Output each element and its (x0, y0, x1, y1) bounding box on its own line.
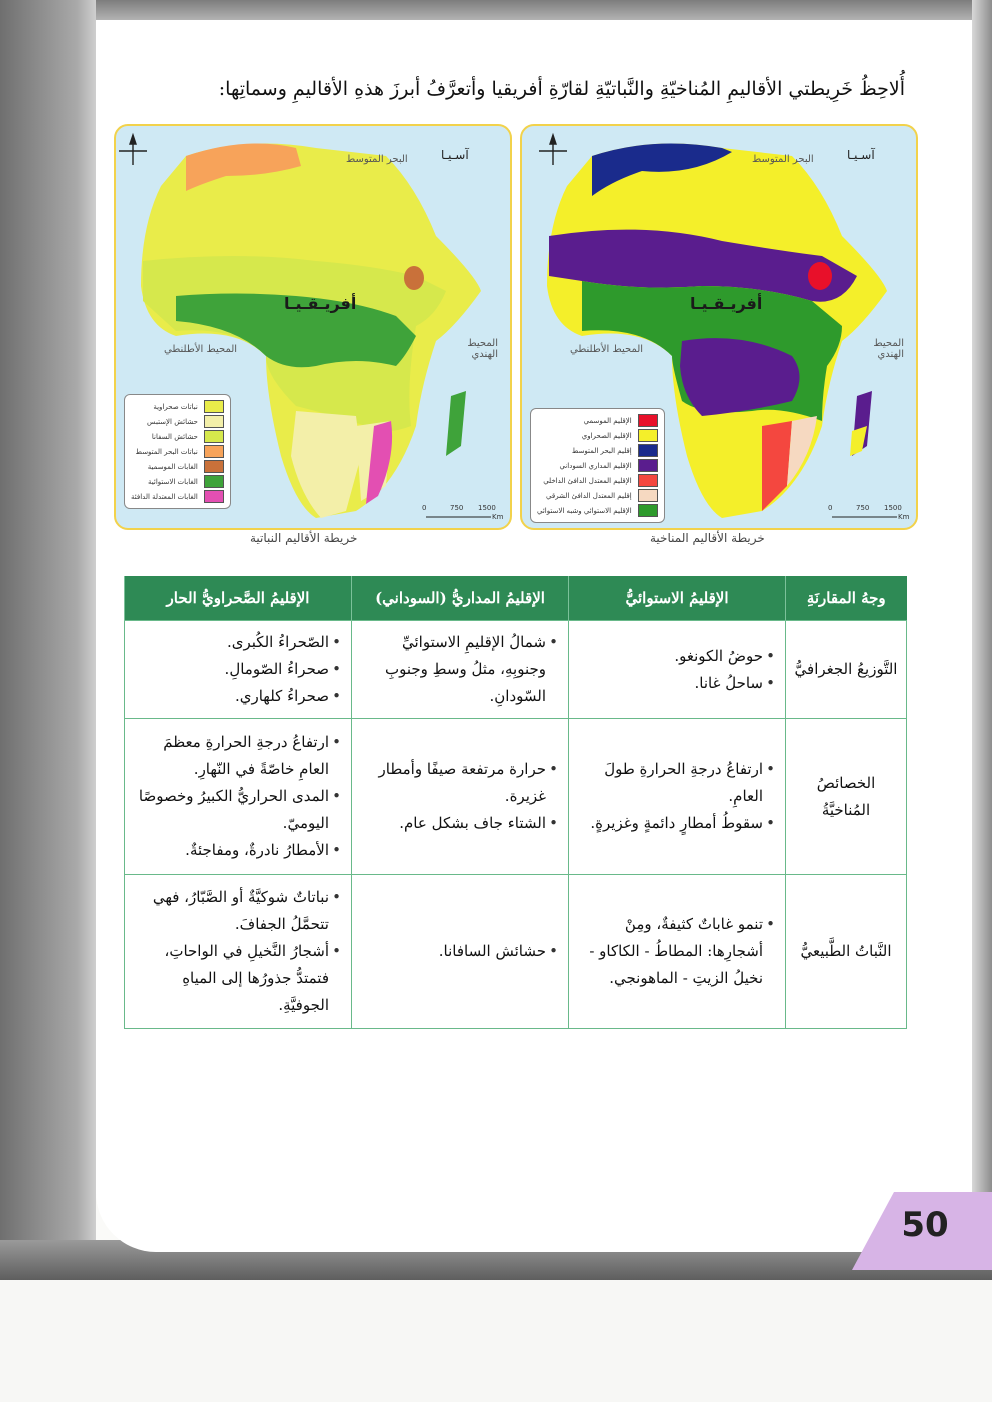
page-number: 50 (901, 1205, 949, 1245)
map-label-indian: المحيط الهندي (467, 338, 498, 360)
cell-desert (125, 719, 352, 875)
legend-label: الإقليم الصحراوي (581, 431, 632, 440)
table-row (125, 875, 907, 1029)
list-item: • المدى الحراريُّ الكبيرُ وخصوصًا اليوميّ. (133, 783, 329, 837)
legend-label: الإقليم الموسمي (583, 416, 632, 425)
cell-desert (125, 621, 352, 719)
map-label-atlantic: المحيط الأطلنطي (164, 344, 238, 355)
legend-label: إقليم البحر المتوسط (571, 446, 632, 455)
legend-row (131, 414, 224, 429)
scale-1500: 1500 (478, 504, 496, 512)
map-label-mediterranean: البحر المتوسط (752, 154, 814, 165)
scale-750: 750 (856, 504, 870, 512)
legend-label: الإقليم المداري السوداني (559, 461, 632, 470)
legend-row (537, 503, 658, 518)
list-item: • حوضُ الكونغو. (577, 643, 763, 670)
cell-tropical (352, 875, 569, 1029)
legend-label: الغابات الاستوائية (148, 477, 198, 486)
legend-swatch (204, 445, 224, 458)
legend-label: حشائش السفانا (151, 432, 198, 441)
list-item: • سقوطُ أمطارٍ دائمةٍ وغزيرةٍ. (577, 810, 763, 837)
list-item: • صحراءُ كلهاري. (133, 683, 329, 710)
legend-row (131, 429, 224, 444)
legend-swatch (204, 460, 224, 473)
legend-row (537, 428, 658, 443)
legend-swatch (204, 415, 224, 428)
cell-equatorial (569, 875, 786, 1029)
legend-row (537, 488, 658, 503)
list-item: • أشجارُ النَّخيلِ في الواحاتِ، فتمتدُّ جذورُها إلى المياهِ الجوفيَّةِ. (133, 938, 329, 1019)
table-row (125, 719, 907, 875)
legend-swatch (204, 475, 224, 488)
table-row (125, 621, 907, 719)
legend-row (537, 473, 658, 488)
legend-label: نباتات صحراوية (153, 402, 198, 411)
legend-swatch (204, 490, 224, 503)
map-label-africa: أفريـقـيـا (690, 294, 763, 313)
map-label-africa: أفريـقـيـا (284, 294, 357, 313)
legend-row (131, 399, 224, 414)
cell-tropical (352, 719, 569, 875)
vegetation-map-caption: خريطة الأقاليم النباتية (250, 531, 358, 545)
legend-label: الغابات المعتدلة الدافئة (131, 492, 198, 501)
row-label: الخصائصُ المُناخيَّةُ (786, 719, 907, 875)
cell-desert (125, 875, 352, 1029)
scale-750: 750 (450, 504, 464, 512)
scale-0: 0 (422, 504, 427, 512)
header-equatorial: الإقليمُ الاستوائيُّ (569, 576, 786, 621)
list-item: • الصّحراءُ الكُبرى. (133, 629, 329, 656)
row-label: التَّوزيعُ الجغرافيُّ (786, 621, 907, 719)
map-label-atlantic: المحيط الأطلنطي (570, 344, 644, 355)
row-label: النَّباتُ الطَّبيعيُّ (786, 875, 907, 1029)
intro-text: أُلاحِظُ خَرِيطتي الأقاليمِ المُناخيّةِ والنَّباتيّةِ لقارّةِ أفريقيا وأتعرَّفُ أبرزَ هذهِ الأقاليمِ وسماتِها: (218, 78, 905, 100)
legend-label: نباتات البحر المتوسط (135, 447, 198, 456)
list-item: • حشائش السافانا. (360, 938, 546, 965)
legend-row (537, 413, 658, 428)
list-item: • صحراءُ الصّومالِ. (133, 656, 329, 683)
scale-unit: Km (492, 513, 504, 521)
legend-swatch (638, 444, 658, 457)
scale-0: 0 (828, 504, 833, 512)
legend-row (131, 474, 224, 489)
climate-map-caption: خريطة الأقاليم المناخية (650, 531, 765, 545)
legend-row (131, 459, 224, 474)
list-item: • نباتاتٌ شوكيَّةٌ أو الصَّبّارُ، فهي تتحمَّلُ الجفافَ. (133, 884, 329, 938)
climate-map (520, 124, 918, 530)
header-tropical: الإقليمُ المداريُّ (السوداني) (352, 576, 569, 621)
cell-tropical (352, 621, 569, 719)
scale-1500: 1500 (884, 504, 902, 512)
legend-label: الإقليم الاستوائي وشبه الاستوائي (537, 506, 632, 515)
legend-row (131, 444, 224, 459)
scale-unit: Km (898, 513, 910, 521)
legend-swatch (638, 504, 658, 517)
list-item: • شمالُ الإقليمِ الاستوائيِّ وجنوبِهِ، مثلُ وسطِ وجنوبِ السّودانِ. (360, 629, 546, 710)
header-aspect: وجهُ المقارنَةِ (786, 576, 907, 621)
legend-row (537, 443, 658, 458)
legend-swatch (204, 430, 224, 443)
legend-label: إقليم المعتدل الدافئ الشرقي (546, 491, 632, 500)
list-item: • ارتفاعُ درجةِ الحرارةِ معظمَ العامِ خاصّةً في النّهارِ. (133, 729, 329, 783)
legend-swatch (638, 459, 658, 472)
legend-swatch (638, 489, 658, 502)
comparison-table (124, 576, 907, 1029)
scan-bed (0, 1280, 992, 1402)
map-label-asia: آسـيـا (441, 148, 469, 162)
list-item: • الشتاء جاف بشكل عام. (360, 810, 546, 837)
climate-legend (530, 408, 665, 523)
list-item: • ارتفاعُ درجةِ الحرارةِ طولَ العامِ. (577, 756, 763, 810)
legend-label: الإقليم المعتدل الدافئ الداخلي (543, 476, 632, 485)
legend-swatch (638, 429, 658, 442)
map-label-indian: المحيط الهندي (873, 338, 904, 360)
list-item: • الأمطارُ نادرةٌ، ومفاجئةٌ. (133, 837, 329, 864)
cell-equatorial (569, 621, 786, 719)
cell-equatorial (569, 719, 786, 875)
legend-swatch (204, 400, 224, 413)
table-header-row (125, 576, 907, 621)
legend-row (131, 489, 224, 504)
list-item: • تنمو غاباتٌ كثيفةٌ، ومِنْ أشجارِها: المطاطُ - الكاكاو - نخيلُ الزيتِ - الماهونجي. (577, 911, 763, 992)
vegetation-legend (124, 394, 231, 509)
map-label-mediterranean: البحر المتوسط (346, 154, 408, 165)
legend-label: الغابات الموسمية (147, 462, 198, 471)
book-edge-left (0, 0, 96, 1262)
map-label-asia: آسـيـا (847, 148, 875, 162)
header-desert: الإقليمُ الصَّحراويُّ الحار (125, 576, 352, 621)
vegetation-map (114, 124, 512, 530)
legend-label: حشائش الإستبس (147, 417, 198, 426)
legend-row (537, 458, 658, 473)
list-item: • حرارة مرتفعة صيفًا وأمطار غزيرة. (360, 756, 546, 810)
book-edge-right (972, 0, 992, 1262)
legend-swatch (638, 474, 658, 487)
list-item: • ساحلُ غانا. (577, 670, 763, 697)
legend-swatch (638, 414, 658, 427)
